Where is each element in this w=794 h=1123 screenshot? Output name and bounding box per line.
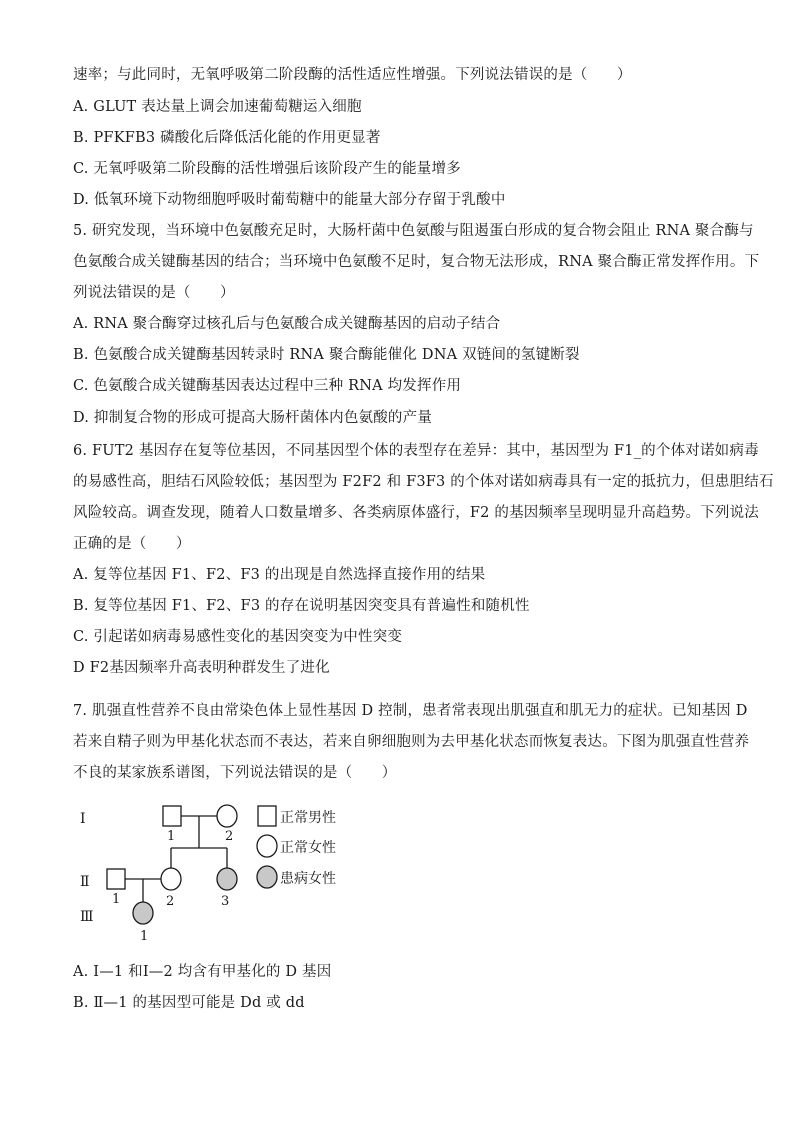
affected-female-III1 — [133, 902, 153, 924]
legend-affected-female-icon — [257, 866, 277, 888]
individual-number: 1 — [140, 929, 149, 944]
text-line: 色氨酸合成关键酶基因的结合；当环境中色氨酸不足时，复合物无法形成，RNA 聚合酶正常发挥作用。下 — [73, 254, 760, 270]
normal-female-II2 — [161, 868, 181, 890]
option-c: C. 无氧呼吸第二阶段酶的活性增强后该阶段产生的能量增多 — [73, 161, 461, 177]
option-a: A. RNA 聚合酶穿过核孔后与色氨酸合成关键酶基因的启动子结合 — [73, 316, 501, 332]
text-line: 风险较高。调查发现，随着人口数量增多、各类病原体盛行，F2 的基因频率呈现明显升高趋势。下列说法 — [73, 505, 759, 521]
individual-number: 2 — [166, 894, 175, 909]
text-line: 列说法错误的是（ ） — [73, 285, 235, 301]
text-line: 若来自精子则为甲基化状态而不表达，若来自卵细胞则为去甲基化状态而恢复表达。下图为肌强直性营养 — [73, 734, 750, 750]
generation-label-I: Ⅰ — [80, 811, 86, 827]
question-6: 6. FUT2 基因存在复等位基因，不同基因型个体的表型存在差异：其中，基因型为 F1_的个体对诺如病毒 — [73, 443, 759, 459]
individual-number: 1 — [112, 892, 121, 907]
text-line: 的易感性高，胆结石风险较低；基因型为 F2F2 和 F3F3 的个体对诺如病毒具有一定的抵抗力，但患胆结石 — [73, 474, 774, 490]
individual-number: 1 — [167, 829, 176, 844]
legend-label: 患病女性 — [280, 871, 336, 887]
text-line: 不良的某家族系谱图，下列说法错误的是（ ） — [73, 765, 397, 781]
option-a: A. Ⅰ—1 和Ⅰ—2 均含有甲基化的 D 基因 — [73, 964, 332, 980]
option-c: C. 色氨酸合成关键酶基因表达过程中三种 RNA 均发挥作用 — [73, 378, 462, 394]
option-a: A. 复等位基因 F1、F2、F3 的出现是自然选择直接作用的结果 — [73, 567, 486, 583]
text-line: 速率；与此同时，无氧呼吸第二阶段酶的活性适应性增强。下列说法错误的是（ ） — [73, 67, 632, 83]
normal-male-I1 — [163, 806, 181, 826]
legend-label: 正常女性 — [280, 840, 336, 856]
legend-label: 正常男性 — [280, 810, 336, 826]
option-d: D. 抑制复合物的形成可提高大肠杆菌体内色氨酸的产量 — [73, 410, 433, 426]
option-b: B. PFKFB3 磷酸化后降低活化能的作用更显著 — [73, 130, 381, 146]
option-c: C. 引起诺如病毒易感性变化的基因突变为中性突变 — [73, 629, 403, 645]
option-d: D. 低氧环境下动物细胞呼吸时葡萄糖中的能量大部分存留于乳酸中 — [73, 192, 506, 208]
generation-label-II: Ⅱ — [80, 874, 90, 890]
individual-number: 2 — [225, 829, 234, 844]
option-d: D F2基因频率升高表明种群发生了进化 — [73, 660, 330, 676]
option-b: B. 复等位基因 F1、F2、F3 的存在说明基因突变具有普遍性和随机性 — [73, 598, 530, 614]
text-line: 正确的是（ ） — [73, 536, 191, 552]
question-7: 7. 肌强直性营养不良由常染色体上显性基因 D 控制，患者常表现出肌强直和肌无力的症状。已知基因 D — [73, 703, 748, 719]
option-b: B. Ⅱ—1 的基因型可能是 Dd 或 dd — [73, 995, 305, 1011]
legend-normal-male-icon — [258, 806, 276, 826]
affected-female-II3 — [217, 868, 237, 890]
normal-female-I2 — [217, 805, 237, 827]
question-5: 5. 研究发现，当环境中色氨酸充足时，大肠杆菌中色氨酸与阻遏蛋白形成的复合物会阻止 RNA 聚合酶与 — [73, 223, 754, 239]
pedigree-chart — [70, 795, 370, 950]
generation-label-III: Ⅲ — [80, 909, 94, 925]
option-a: A. GLUT 表达量上调会加速葡萄糖运入细胞 — [73, 99, 362, 115]
individual-number: 3 — [221, 894, 230, 909]
normal-male-II1 — [107, 869, 125, 889]
legend-normal-female-icon — [257, 835, 277, 857]
option-b: B. 色氨酸合成关键酶基因转录时 RNA 聚合酶能催化 DNA 双链间的氢键断裂 — [73, 347, 580, 363]
